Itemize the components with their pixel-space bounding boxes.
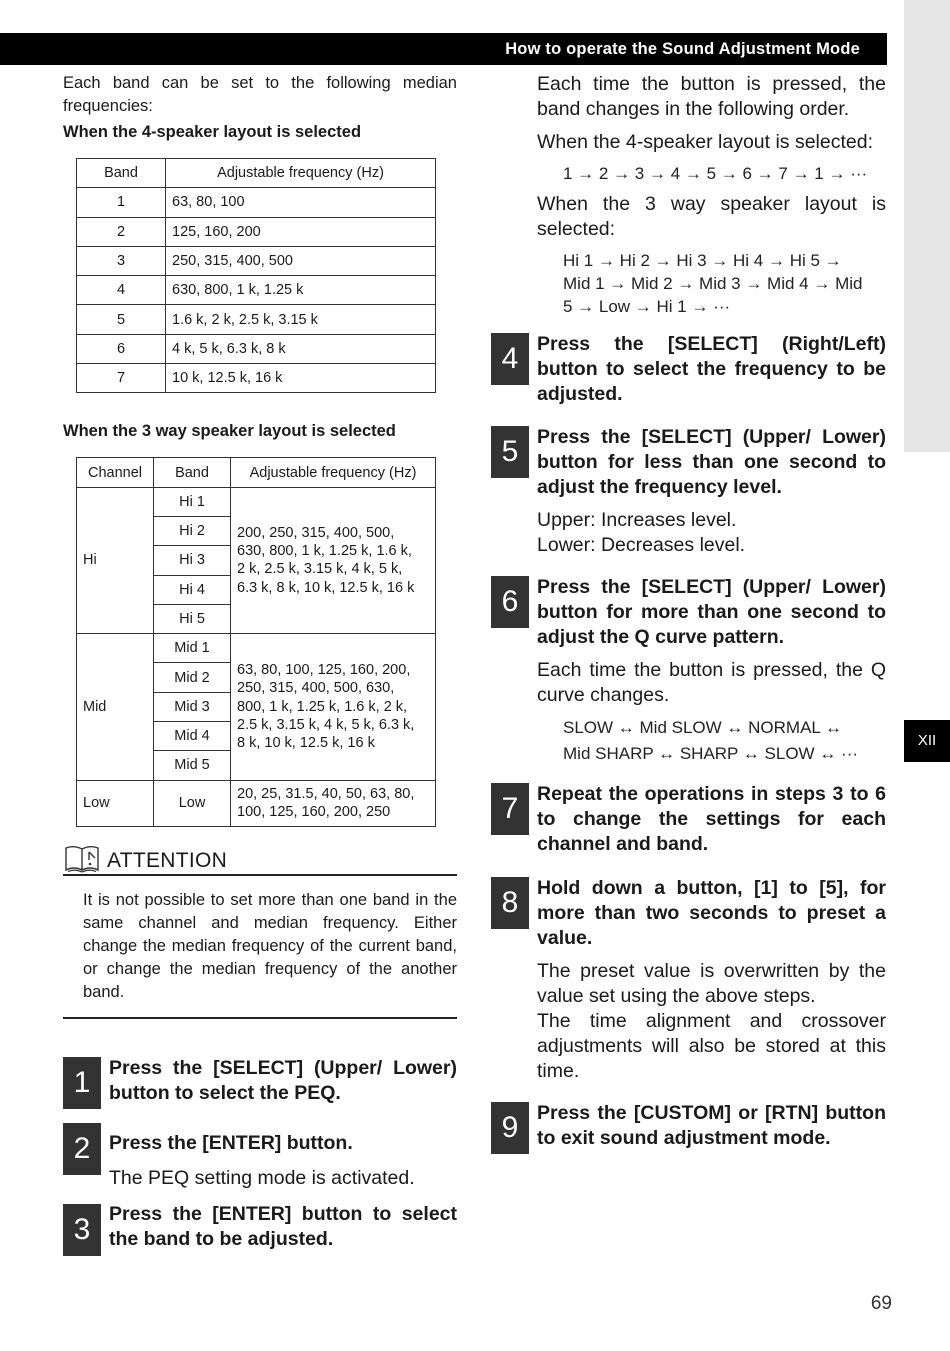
sequence-line: Hi 1 → Hi 2 → Hi 3 → Hi 4 → Hi 5 →	[563, 251, 842, 270]
freq-line: 250, 315, 400, 500, 630,	[237, 680, 395, 697]
freq-line: 200, 250, 315, 400, 500,	[237, 524, 395, 541]
freq-cell: 630, 800, 1 k, 1.25 k	[166, 276, 436, 305]
desc-line: Lower: Decreases level.	[537, 534, 746, 556]
attention-box	[63, 843, 457, 1004]
header-band: Band	[77, 159, 166, 188]
page-header: How to operate the Sound Adjustment Mode	[0, 33, 887, 65]
freq-line: 20, 25, 31.5, 40, 50, 63, 80,	[237, 785, 415, 802]
four-speaker-heading: When the 4-speaker layout is selected	[63, 123, 362, 141]
desc-line: The preset value is overwritten by the value set using the above steps.	[537, 960, 886, 1007]
table-row	[77, 188, 436, 217]
left-column	[63, 72, 457, 1256]
sequence-line: 5 → Low → Hi 1 → ···	[563, 297, 731, 316]
step-text: Press the [SELECT] (Right/Left) button to select the frequency to be adjusted.	[537, 333, 886, 405]
freq-cell: 4 k, 5 k, 6.3 k, 8 k	[166, 334, 436, 363]
channel-mid: Mid	[77, 634, 154, 780]
step-text: Repeat the operations in steps 3 to 6 to change the settings for each channel and band.	[537, 783, 886, 855]
channel-hi: Hi	[77, 487, 154, 633]
step-text: Press the [SELECT] (Upper/ Lower) button to select the PEQ.	[109, 1056, 457, 1104]
step-text: Press the [SELECT] (Upper/ Lower) button for more than one second to adjust the Q curve pattern.	[537, 576, 886, 648]
side-tab-background	[904, 0, 950, 452]
four-speaker-sequence: 1 → 2 → 3 → 4 → 5 → 6 → 7 → 1 → ···	[563, 164, 868, 183]
three-way-table	[76, 457, 436, 826]
page-number: 69	[870, 1293, 892, 1314]
freq-cell: 250, 315, 400, 500	[166, 246, 436, 275]
band-cell: 6	[77, 334, 166, 363]
attention-title: ATTENTION	[107, 848, 228, 872]
step-number: 9	[491, 1102, 529, 1154]
band-cell: Hi 5	[154, 604, 231, 633]
freq-cell: 63, 80, 100	[166, 188, 436, 217]
four-speaker-label: When the 4-speaker layout is selected:	[537, 131, 874, 153]
band-cell: Mid 4	[154, 722, 231, 751]
freq-cell: 125, 160, 200	[166, 217, 436, 246]
step-6	[491, 576, 886, 650]
divider	[63, 1017, 457, 1019]
table-row	[77, 364, 436, 393]
step-text: Press the [ENTER] button to select the band to be adjusted.	[109, 1202, 457, 1250]
intro-text: Each band can be set to the following median frequencies:	[63, 74, 457, 115]
header-frequency: Adjustable frequency (Hz)	[231, 458, 436, 487]
table-row	[77, 217, 436, 246]
band-cell: Hi 3	[154, 546, 231, 575]
step-description	[537, 959, 886, 1084]
band-cell: 3	[77, 246, 166, 275]
table-row	[77, 276, 436, 305]
step-text: Hold down a button, [1] to [5], for more than two seconds to preset a value.	[537, 877, 886, 949]
table-header-row	[77, 159, 436, 188]
table-row	[77, 487, 436, 516]
q-curve-sequence	[563, 715, 886, 767]
band-cell: Hi 4	[154, 575, 231, 604]
band-cell: 5	[77, 305, 166, 334]
channel-low: Low	[77, 780, 154, 826]
attention-body: It is not possible to set more than one band in the same channel and median frequency. Either change the median frequency of the current band, or change the median frequency of the another band.	[83, 890, 457, 1001]
band-cell: 4	[77, 276, 166, 305]
freq-line: 2 k, 2.5 k, 3.15 k, 4 k, 5 k,	[237, 561, 403, 578]
sequence-line: Mid SHARP ↔ SHARP ↔ SLOW ↔ ···	[563, 744, 859, 763]
step-text: Press the [SELECT] (Upper/ Lower) button for less than one second to adjust the frequency level.	[537, 426, 886, 498]
step-number: 6	[491, 576, 529, 628]
order-intro: Each time the button is pressed, the band changes in the following order.	[537, 73, 886, 120]
mid-frequencies	[231, 634, 436, 780]
step-1	[63, 1057, 457, 1109]
freq-line: 630, 800, 1 k, 1.25 k, 1.6 k,	[237, 543, 412, 560]
step-text: Press the [ENTER] button.	[109, 1131, 353, 1154]
freq-cell: 1.6 k, 2 k, 2.5 k, 3.15 k	[166, 305, 436, 334]
header-channel: Channel	[77, 458, 154, 487]
band-cell: Mid 5	[154, 751, 231, 780]
three-way-heading: When the 3 way speaker layout is selected	[63, 422, 396, 441]
freq-line: 8 k, 10 k, 12.5 k, 16 k	[237, 735, 375, 752]
freq-line: 6.3 k, 8 k, 10 k, 12.5 k, 16 k	[237, 579, 415, 596]
three-way-sequence	[563, 249, 886, 318]
chapter-tab: XII	[904, 720, 950, 762]
band-cell: Hi 2	[154, 516, 231, 545]
freq-line: 2.5 k, 3.15 k, 4 k, 5 k, 6.3 k,	[237, 717, 415, 734]
desc-line: Upper: Increases level.	[537, 509, 737, 531]
step-8	[491, 877, 886, 951]
right-column	[491, 72, 886, 1154]
band-cell: 7	[77, 364, 166, 393]
table-row	[77, 780, 436, 826]
desc-line: The time alignment and crossover adjustments will also be stored at this time.	[537, 1010, 886, 1082]
step-number: 2	[63, 1123, 101, 1175]
freq-cell: 10 k, 12.5 k, 16 k	[166, 364, 436, 393]
step-number: 7	[491, 783, 529, 835]
band-cell: 1	[77, 188, 166, 217]
step-number: 4	[491, 333, 529, 385]
low-frequencies	[231, 780, 436, 826]
header-band: Band	[154, 458, 231, 487]
hi-frequencies	[231, 487, 436, 633]
freq-line: 800, 1 k, 1.25 k, 1.6 k, 2 k,	[237, 698, 408, 715]
band-cell: Mid 1	[154, 634, 231, 663]
step-5	[491, 426, 886, 500]
step-9	[491, 1102, 886, 1154]
step-7	[491, 783, 886, 857]
band-cell: Low	[154, 780, 231, 826]
step-description: Each time the button is pressed, the Q curve changes.	[537, 659, 886, 706]
band-cell: Hi 1	[154, 487, 231, 516]
band-cell: Mid 3	[154, 692, 231, 721]
table-row	[77, 334, 436, 363]
four-speaker-table	[76, 158, 436, 393]
table-row	[77, 246, 436, 275]
step-number: 8	[491, 877, 529, 929]
three-way-label: When the 3 way speaker layout is selected:	[537, 193, 886, 240]
step-text: Press the [CUSTOM] or [RTN] button to exit sound adjustment mode.	[537, 1102, 886, 1149]
freq-line: 100, 125, 160, 200, 250	[237, 804, 391, 821]
table-row	[77, 305, 436, 334]
step-number: 5	[491, 426, 529, 478]
sequence-line: SLOW ↔ Mid SLOW ↔ NORMAL ↔	[563, 718, 842, 737]
band-cell: 2	[77, 217, 166, 246]
step-4	[491, 333, 886, 407]
band-cell: Mid 2	[154, 663, 231, 692]
step-description	[537, 508, 886, 558]
header-frequency: Adjustable frequency (Hz)	[166, 159, 436, 188]
table-header-row	[77, 458, 436, 487]
sequence-line: Mid 1 → Mid 2 → Mid 3 → Mid 4 → Mid	[563, 274, 863, 293]
table-row	[77, 634, 436, 663]
step-description: The PEQ setting mode is activated.	[109, 1166, 415, 1189]
book-icon	[63, 843, 103, 873]
step-3	[63, 1204, 457, 1256]
freq-line: 63, 80, 100, 125, 160, 200,	[237, 662, 411, 679]
step-number: 1	[63, 1057, 101, 1109]
step-number: 3	[63, 1204, 101, 1256]
attention-header	[63, 843, 457, 876]
